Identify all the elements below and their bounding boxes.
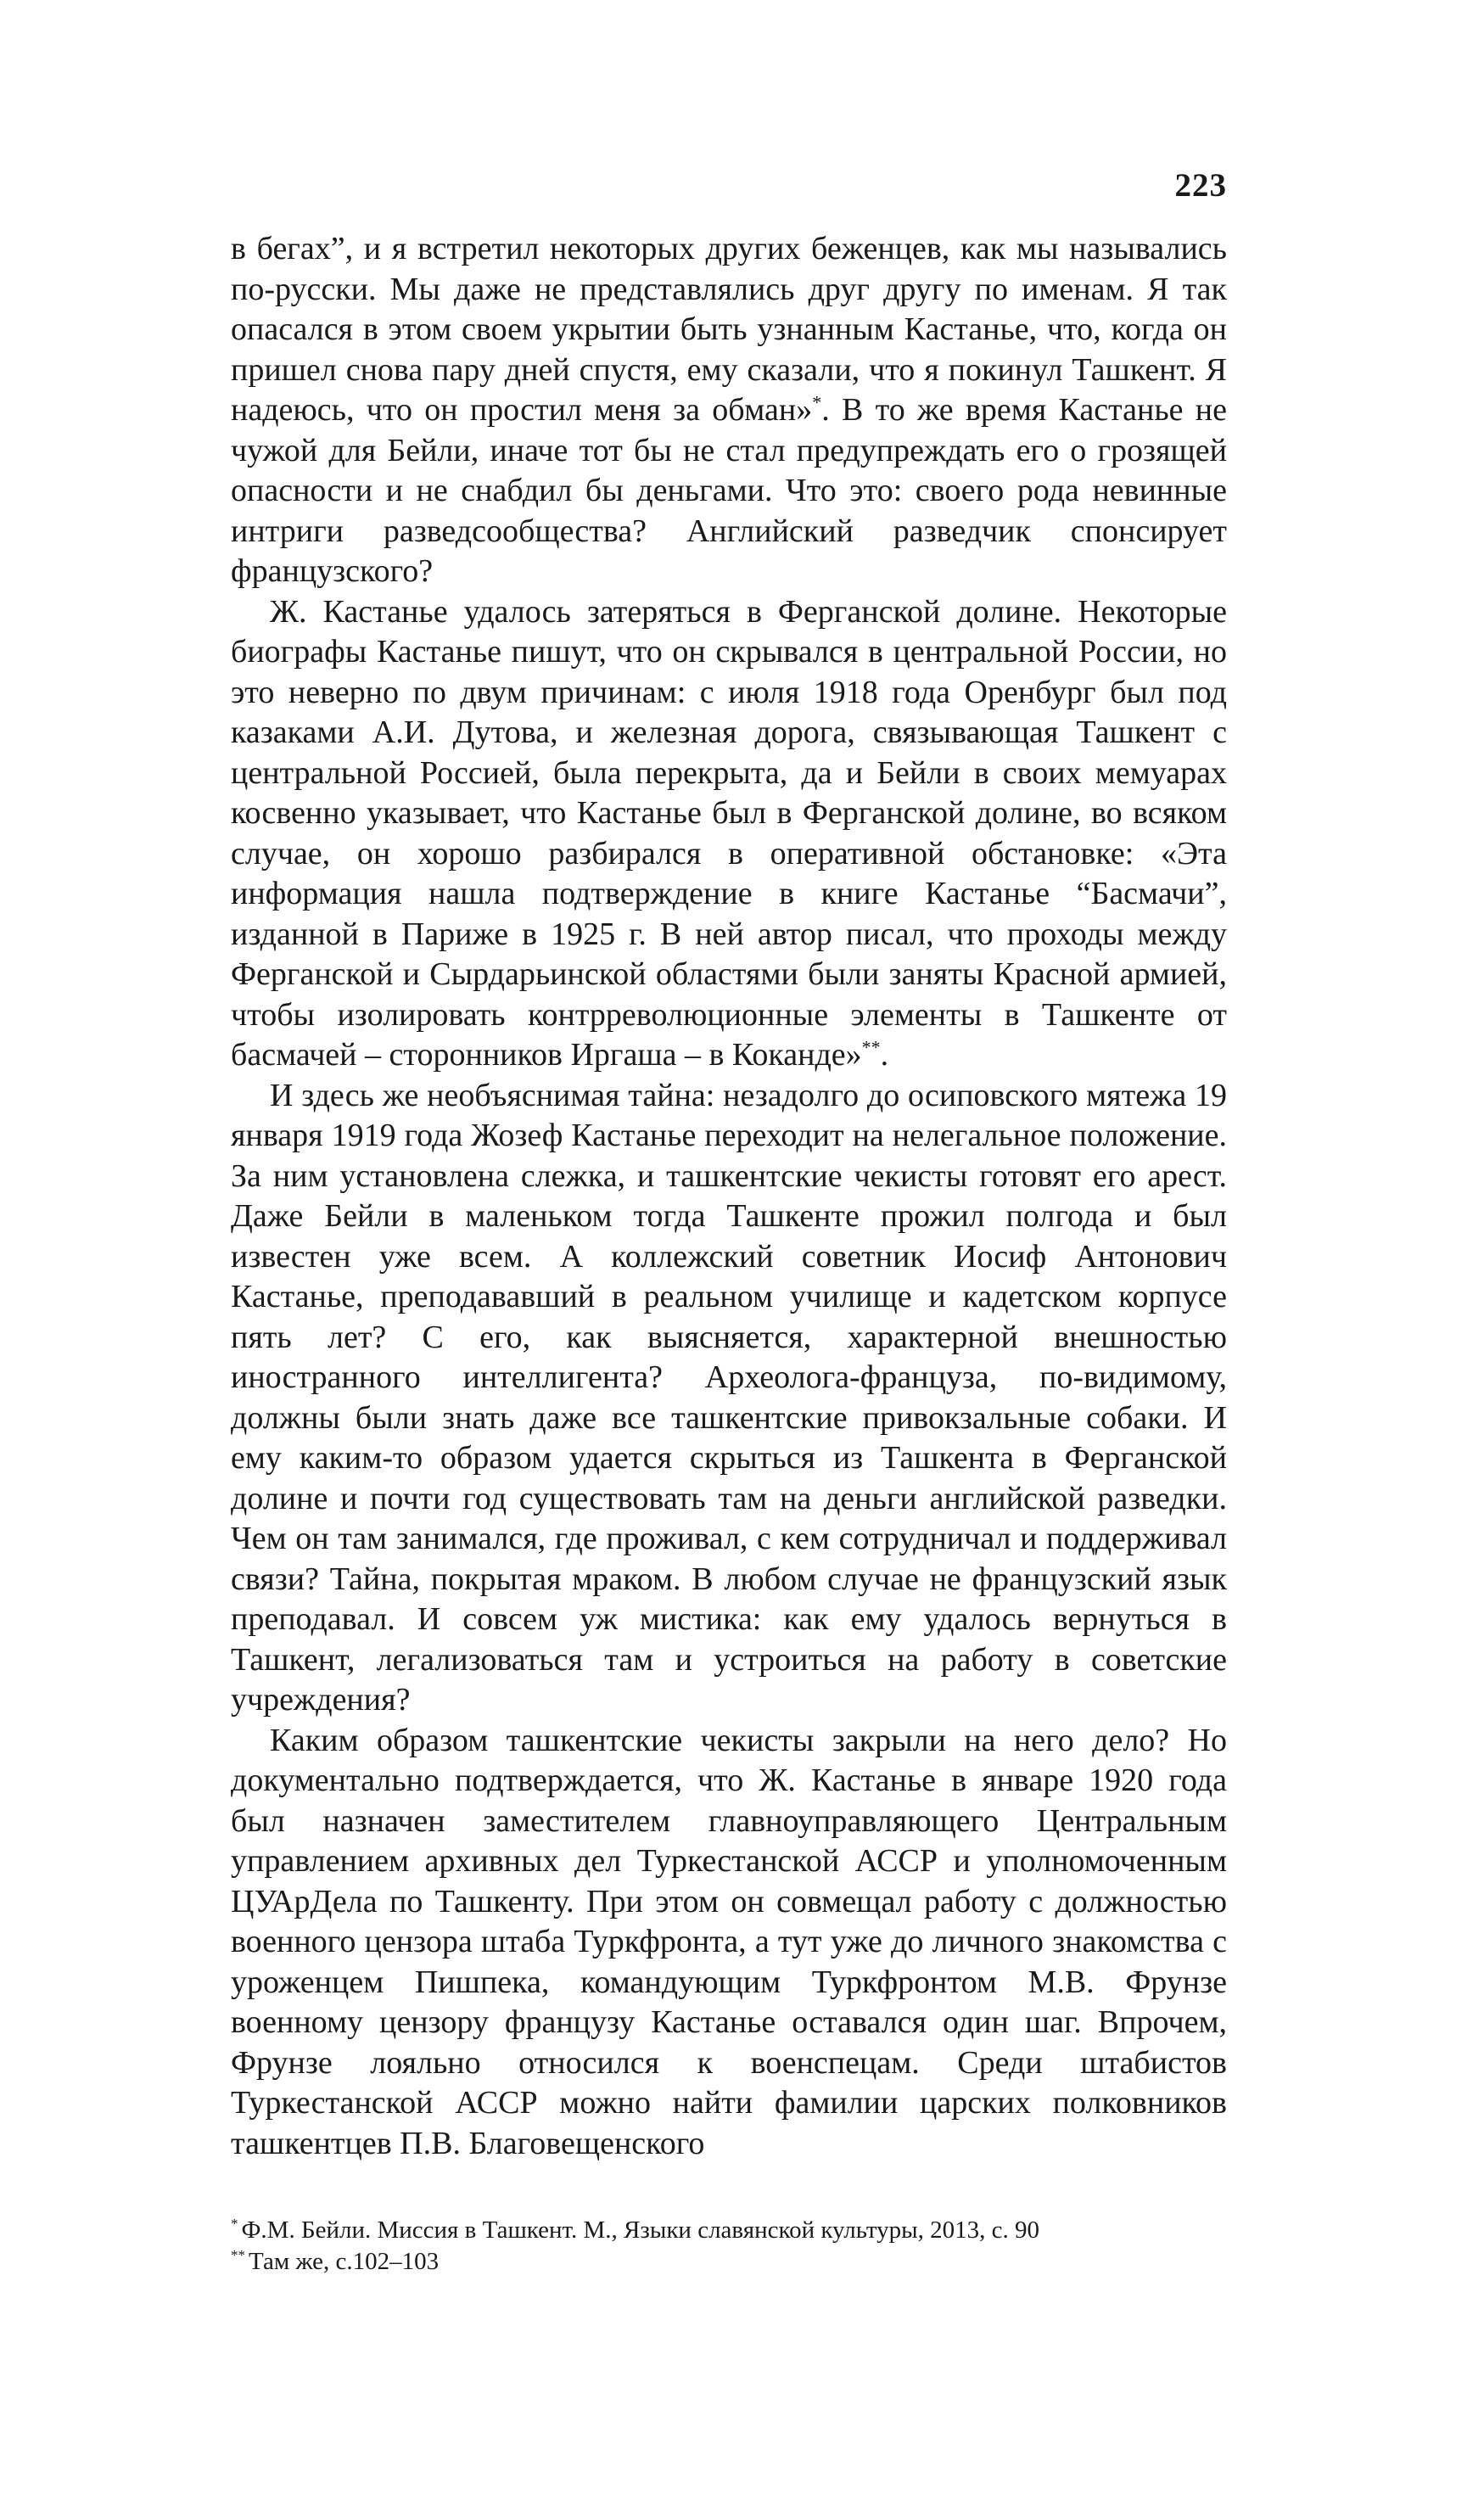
body-text	[231, 229, 1227, 2164]
footnote-text: Ф.М. Бейли. Миссия в Ташкент. М., Языки славянской культуры, 2013, с. 90	[241, 2216, 1039, 2244]
paragraph-3	[231, 1076, 1227, 1721]
page-number: 223	[1174, 167, 1227, 204]
footnote-reference[interactable]: **	[861, 1036, 881, 1058]
footnote-reference[interactable]: *	[812, 391, 822, 413]
paragraph-text: в бегах”, и я встретил некоторых других беженцев, как мы назывались по-русски. Мы даже не представлялись друг другу по именам. Я так опасался в этом своем укрытии быть узнанным Кастанье, что, когда он пришел снова пару дней спустя, ему сказали, что я покинул Ташкент. Я надеюсь, что он простил меня за обман»	[231, 231, 1227, 428]
paragraph-text: И здесь же необъяснимая тайна: незадолго до осиповского мятежа 19 января 1919 года Жозеф Кастанье переходит на нелегальное положение. За ним установлена слежка, и ташкентские чекисты готовят его арест. Даже Бейли в маленьком тогда Ташкенте прожил полгода и был известен уже всем. А коллежский советник Иосиф Антонович Кастанье, преподававший в реальном училище и кадетском корпусе пять лет? С его, как выясняется, характерной внешностью иностранного интеллигента? Археолога-француза, по-видимому, должны были знать даже все ташкентские привокзальные собаки. И ему каким-то образом удается скрыться из Ташкента в Ферганской долине и почти год существовать там на деньги английской разведки. Чем он там занимался, где проживал, с кем сотрудничал и поддерживал связи? Тайна, покрытая мраком. В любом случае не французский язык преподавал. И совсем уж мистика: как ему удалось вернуться в Ташкент, легализоваться там и устроиться на работу в советские учреждения?	[231, 1077, 1227, 1718]
footnotes	[231, 2215, 1227, 2278]
paragraph-text-continued: . В то же время Кастанье не чужой для Бейли, иначе тот бы не стал предупреждать его о грозящей опасности и не снабдил бы деньгами. Что это: своего рода невинные интриги разведсообщества? Английский разведчик спонсирует французского?	[231, 392, 1227, 589]
footnote-marker: **	[231, 2247, 245, 2264]
paragraph-1	[231, 229, 1227, 592]
paragraph-2	[231, 592, 1227, 1076]
paragraph-4	[231, 1721, 1227, 2165]
footnote-2	[231, 2246, 1227, 2278]
book-page	[231, 153, 1227, 2478]
paragraph-text-continued: .	[880, 1037, 889, 1073]
footnote-text: Там же, с.102–103	[249, 2248, 440, 2275]
paragraph-text: Ж. Кастанье удалось затеряться в Ферганской долине. Некоторые биографы Кастанье пишут, что он скрывался в центральной России, но это неверно по двум причинам: с июля 1918 года Оренбург был под казаками А.И. Дутова, и железная дорога, связывающая Ташкент с центральной Россией, была перекрыта, да и Бейли в своих мемуарах косвенно указывает, что Кастанье был в Ферганской долине, во всяком случае, он хорошо разбирался в оперативной обстановке: «Эта информация нашла подтверждение в книге Кастанье “Басмачи”, изданной в Париже в 1925 г. В ней автор писал, что проходы между Ферганской и Сырдарьинской областями были заняты Красной армией, чтобы изолировать контрреволюционные элементы в Ташкенте от басмачей – сторонников Иргаша – в Коканде»	[231, 593, 1227, 1073]
footnote-marker: *	[231, 2216, 238, 2233]
footnote-1	[231, 2215, 1227, 2246]
paragraph-text: Каким образом ташкентские чекисты закрыли на него дело? Но документально подтверждается, что Ж. Кастанье в январе 1920 года был назначен заместителем главноуправляющего Центральным управлением архивных дел Туркестанской АССР и уполномоченным ЦУАрДела по Ташкенту. При этом он совмещал работу с должностью военного цензора штаба Туркфронта, а тут уже до личного знакомства с уроженцем Пишпека, командующим Туркфронтом М.В. Фрунзе военному цензору французу Кастанье оставался один шаг. Впрочем, Фрунзе лояльно относился к военспецам. Среди штабистов Туркестанской АССР можно найти фамилии царских полковников ташкентцев П.В. Благовещенского	[231, 1722, 1227, 2161]
